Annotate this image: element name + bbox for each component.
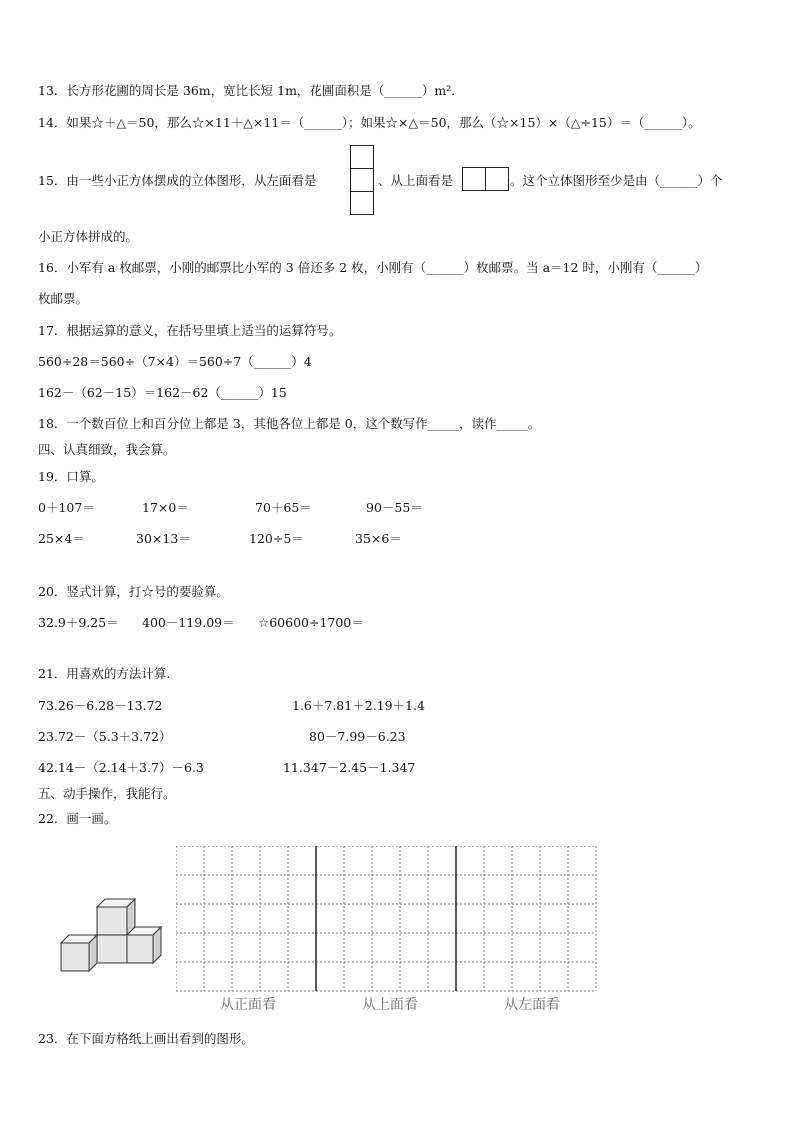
cube-stack-figure [55,895,165,975]
question-13: 13．长方形花圃的周长是 36m，宽比长短 1m，花圃面积是（______）m²． [38,83,464,98]
question-15-part-b: 、从上面看是 [378,173,454,188]
calc-item: 42.14－（2.14＋3.7）－6.3 [38,760,204,775]
left-view-label: 从左面看 [504,997,560,1013]
question-18: 18．一个数百位上和百分位上都是 3，其他各位上都是 0，这个数写作_____，读作_____。 [38,416,541,431]
calc-item: 11.347－2.45－1.347 [283,760,416,775]
top-view-label: 从上面看 [362,997,418,1013]
oral-calc-item: 90－55＝ [366,500,423,515]
question-15-part-d: 小正方体拼成的。 [38,229,139,244]
oral-calc-item: 30×13＝ [136,531,191,546]
calc-item: 80－7.99－6.23 [309,729,406,744]
section-4-heading: 四、认真细致，我会算。 [38,442,176,457]
question-23: 23．在下面方格纸上画出看到的图形。 [38,1031,254,1046]
question-16-continuation: 枚邮票。 [38,291,89,306]
oral-calc-item: 25×4＝ [38,531,85,546]
question-17: 17．根据运算的意义，在括号里填上适当的运算符号。 [38,323,342,338]
vertical-calc-item: ☆60600÷1700＝ [258,615,364,630]
vertical-calc-item: 400－119.09＝ [142,615,235,630]
question-14: 14．如果☆＋△＝50，那么☆×11＋△×11＝（______）；如果☆×△＝50，那么（☆×15）×（△÷15）＝（______）。 [38,115,701,130]
oral-calc-item: 35×6＝ [355,531,402,546]
oral-calc-item: 70＋65＝ [255,500,312,515]
oral-calc-item: 0＋107＝ [38,500,95,515]
question-16: 16．小军有 a 枚邮票，小刚的邮票比小军的 3 倍还多 2 枚，小刚有（______）枚邮票。当 a＝12 时，小刚有（______） [38,260,708,275]
vertical-calc-item: 32.9＋9.25＝ [38,615,119,630]
front-view-label: 从正面看 [220,997,276,1013]
calc-item: 73.26－6.28－13.72 [38,698,163,713]
oral-calc-item: 120÷5＝ [249,531,304,546]
section-5-heading: 五、动手操作，我能行。 [38,786,176,801]
question-20: 20．竖式计算，打☆号的要验算。 [38,584,229,599]
calc-item: 1.6＋7.81＋2.19＋1.4 [292,698,425,713]
question-17-item-2: 162－（62－15）＝162－62（______）15 [38,385,287,400]
question-19: 19．口算。 [38,469,104,484]
question-17-item-1: 560÷28＝560÷（7×4）＝560÷7（______）4 [38,354,312,369]
question-15-part-a: 15．由一些小正方体摆成的立体图形，从左面看是 [38,173,317,188]
oral-calc-item: 17×0＝ [142,500,189,515]
question-22: 22．画一画。 [38,811,117,826]
calc-item: 23.72－（5.3＋3.72） [38,729,172,744]
question-21: 21．用喜欢的方法计算. [38,666,171,681]
drawing-grid[interactable] [176,846,599,992]
question-15-part-c: 。这个立体图形至少是由（______）个 [510,173,723,188]
